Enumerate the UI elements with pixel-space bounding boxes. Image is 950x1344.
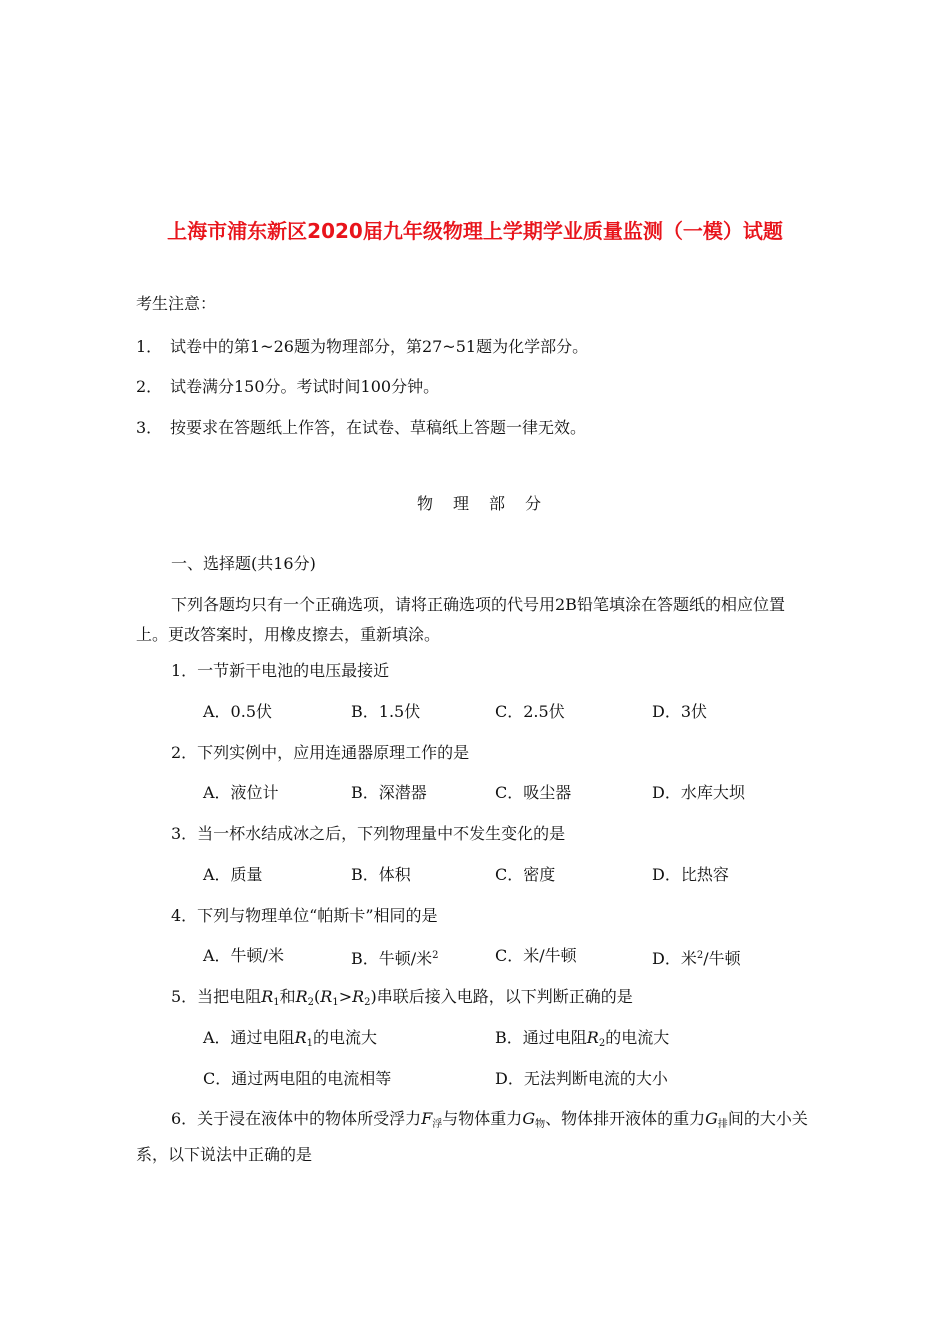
subscript: 1 [273, 997, 280, 1008]
question-stem: 4．下列与物理单位“帕斯卡”相同的是 [171, 906, 438, 925]
option-b: B．深潜器 [351, 783, 427, 802]
option-c: C．密度 [495, 865, 556, 884]
resistor-symbol: R [586, 1028, 599, 1047]
resistor-symbol: R [295, 987, 308, 1006]
option-b: B．1.5伏 [351, 702, 421, 721]
force-symbol: F [421, 1109, 433, 1128]
option-text: /牛顿 [703, 949, 741, 968]
notice-heading: 考生注意： [136, 294, 217, 313]
subscript: 浮 [432, 1119, 443, 1130]
resistor-symbol: R [320, 987, 333, 1006]
option-b: B．体积 [351, 865, 411, 884]
stem-text: ( [314, 987, 321, 1006]
stem-text: > [338, 987, 353, 1006]
option-text: D．米 [652, 949, 697, 968]
question-stem: 1．一节新干电池的电压最接近 [171, 661, 390, 680]
resistor-symbol: R [261, 987, 274, 1006]
notice-item-number: 2． [136, 377, 163, 396]
notice-item [136, 417, 586, 439]
question-stem [136, 1104, 816, 1170]
option-a: A．牛顿/米 [203, 946, 284, 965]
option-text: B．通过电阻 [495, 1028, 587, 1047]
notice-item-text: 试卷满分150分。考试时间100分钟。 [170, 377, 440, 396]
question-stem: 2．下列实例中，应用连通器原理工作的是 [171, 743, 470, 762]
option-d: D．比热容 [652, 865, 729, 884]
option-a [203, 1027, 377, 1055]
weight-symbol: G [522, 1109, 536, 1128]
stem-text: 间的大小关系，以下说法中正确的是 [136, 1109, 808, 1164]
option-text: B．牛顿/米 [351, 949, 433, 968]
part-heading: 一、选择题(共16分) [171, 554, 316, 573]
notice-item-number: 1． [136, 337, 163, 356]
stem-text: 和 [279, 987, 296, 1006]
subscript: 2 [598, 1038, 606, 1049]
stem-text: 5．当把电阻 [171, 987, 262, 1006]
superscript: 2 [432, 950, 439, 961]
section-title: 物理部分 [417, 494, 562, 513]
option-d: D．水库大坝 [652, 783, 745, 802]
notice-item-text: 试卷中的第1~26题为物理部分，第27~51题为化学部分。 [170, 337, 589, 356]
option-b [351, 945, 439, 970]
option-d: D．无法判断电流的大小 [495, 1069, 668, 1088]
weight-symbol: G [705, 1109, 718, 1128]
option-text: 的电流大 [312, 1028, 377, 1047]
option-d [652, 945, 741, 970]
subscript: 2 [364, 997, 371, 1008]
subscript: 排 [717, 1119, 728, 1130]
option-b [495, 1027, 669, 1055]
superscript: 2 [696, 950, 704, 961]
option-c: C．米/牛顿 [495, 946, 577, 965]
notice-item [136, 336, 588, 358]
subscript: 1 [332, 997, 339, 1008]
option-text: 的电流大 [605, 1028, 670, 1047]
option-c: C．2.5伏 [495, 702, 565, 721]
notice-item-text: 按要求在答题纸上作答，在试卷、草稿纸上答题一律无效。 [170, 418, 587, 437]
notice-item [136, 376, 439, 398]
resistor-symbol: R [294, 1028, 307, 1047]
subscript: 1 [306, 1038, 313, 1049]
option-c: C．吸尘器 [495, 783, 572, 802]
stem-text: 与物体重力 [442, 1109, 523, 1128]
option-a: A．质量 [203, 865, 263, 884]
question-stem [171, 986, 633, 1014]
subscript: 物 [535, 1119, 546, 1130]
subscript: 2 [307, 997, 315, 1008]
resistor-symbol: R [352, 987, 365, 1006]
stem-text: 、物体排开液体的重力 [545, 1109, 706, 1128]
stem-text: )串联后接入电路，以下判断正确的是 [370, 987, 633, 1006]
document-title: 上海市浦东新区2020届九年级物理上学期学业质量监测（一模）试题 [167, 219, 783, 243]
stem-text: 6．关于浸在液体中的物体所受浮力 [171, 1109, 422, 1128]
notice-item-number: 3． [136, 418, 163, 437]
option-a: A．液位计 [203, 783, 279, 802]
option-d: D．3伏 [652, 702, 708, 721]
option-c: C．通过两电阻的电流相等 [203, 1069, 392, 1088]
part-instruction: 下列各题均只有一个正确选项，请将正确选项的代号用2B铅笔填涂在答题纸的相应位置上。更改答案时，用橡皮擦去，重新填涂。 [136, 595, 785, 644]
question-stem: 3．当一杯水结成冰之后，下列物理量中不发生变化的是 [171, 824, 566, 843]
option-text: A．通过电阻 [203, 1028, 295, 1047]
option-a: A．0.5伏 [203, 702, 273, 721]
